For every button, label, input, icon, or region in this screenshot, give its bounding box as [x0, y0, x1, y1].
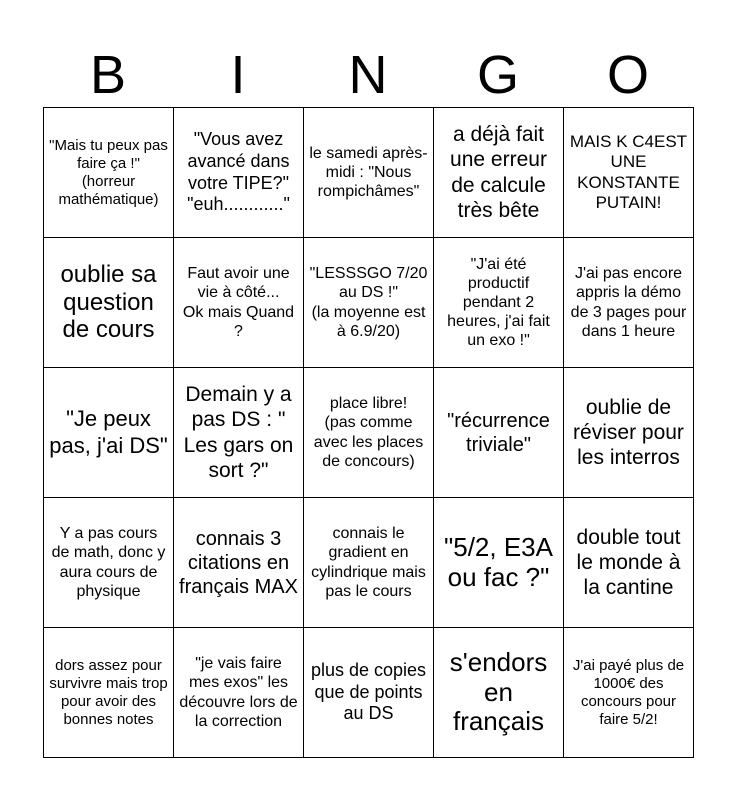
- bingo-cell-3-5[interactable]: oublie de réviser pour les interros: [564, 368, 694, 498]
- bingo-cell-4-4[interactable]: "5/2, E3A ou fac ?": [434, 498, 564, 628]
- bingo-cell-5-3[interactable]: plus de copies que de points au DS: [304, 628, 434, 758]
- bingo-cell-4-3[interactable]: connais le gradient en cylindrique mais pas le cours: [304, 498, 434, 628]
- bingo-cell-3-2[interactable]: Demain y a pas DS : " Les gars on sort ?": [174, 368, 304, 498]
- bingo-header: [43, 40, 693, 110]
- header-letter-g: G: [476, 45, 519, 105]
- bingo-cell-2-4[interactable]: "J'ai été productif pendant 2 heures, j'ai fait un exo !": [434, 238, 564, 368]
- bingo-cell-3-4[interactable]: "récurrence triviale": [434, 368, 564, 498]
- bingo-cell-1-5[interactable]: MAIS K C4EST UNE KONSTANTE PUTAIN!: [564, 108, 694, 238]
- header-letter-b: B: [89, 45, 127, 105]
- bingo-cell-2-2[interactable]: Faut avoir une vie à côté... Ok mais Quand ?: [174, 238, 304, 368]
- bingo-cell-1-1[interactable]: "Mais tu peux pas faire ça !" (horreur mathématique): [44, 108, 174, 238]
- bingo-cell-2-5[interactable]: J'ai pas encore appris la démo de 3 pages pour dans 1 heure: [564, 238, 694, 368]
- bingo-cell-5-2[interactable]: "je vais faire mes exos" les découvre lors de la correction: [174, 628, 304, 758]
- bingo-cell-2-3[interactable]: "LESSSGO 7/20 au DS !" (la moyenne est à 6.9/20): [304, 238, 434, 368]
- header-letter-i: I: [230, 45, 246, 105]
- bingo-cell-2-1[interactable]: oublie sa question de cours: [44, 238, 174, 368]
- bingo-cell-4-2[interactable]: connais 3 citations en français MAX: [174, 498, 304, 628]
- bingo-cell-5-1[interactable]: dors assez pour survivre mais trop pour avoir des bonnes notes: [44, 628, 174, 758]
- bingo-cell-3-3[interactable]: place libre! (pas comme avec les places de concours): [304, 368, 434, 498]
- header-letter-n: N: [348, 45, 388, 105]
- bingo-cell-4-5[interactable]: double tout le monde à la cantine: [564, 498, 694, 628]
- bingo-cell-4-1[interactable]: Y a pas cours de math, donc y aura cours de physique: [44, 498, 174, 628]
- bingo-cell-5-5[interactable]: J'ai payé plus de 1000€ des concours pour faire 5/2!: [564, 628, 694, 758]
- bingo-cell-3-1[interactable]: "Je peux pas, j'ai DS": [44, 368, 174, 498]
- bingo-cell-1-4[interactable]: a déjà fait une erreur de calcule très bête: [434, 108, 564, 238]
- bingo-cell-1-2[interactable]: "Vous avez avancé dans votre TIPE?" "euh............": [174, 108, 304, 238]
- bingo-cell-1-3[interactable]: le samedi après-midi : "Nous rompichâmes": [304, 108, 434, 238]
- bingo-grid: [43, 107, 694, 758]
- bingo-cell-5-4[interactable]: s'endors en français: [434, 628, 564, 758]
- header-letter-o: O: [606, 45, 649, 105]
